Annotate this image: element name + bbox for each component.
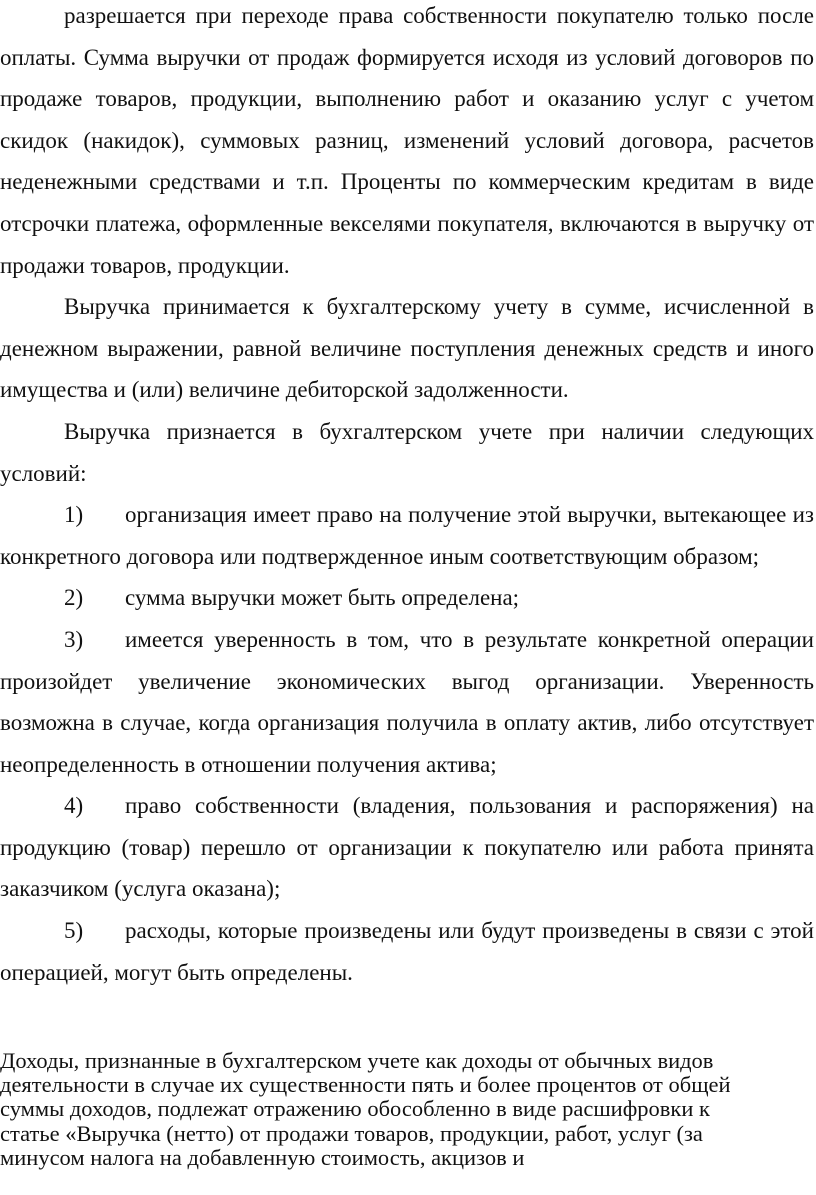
condition-item <box>0 494 814 577</box>
condition-item <box>0 619 814 785</box>
tail-line: Доходы, признанные в бухгалтерском учете как доходы от обычных видов <box>0 1048 714 1073</box>
condition-number: 4) <box>64 793 84 819</box>
condition-number: 3) <box>64 626 84 652</box>
conditions-list <box>0 494 814 993</box>
condition-item <box>0 577 814 619</box>
tail-line: деятельности в случае их существенности пять и более процентов от общей <box>0 1072 731 1098</box>
paragraph-conditions-intro: Выручка признается в бухгалтерском учете при наличии следующих условий: <box>0 418 814 486</box>
condition-number: 2) <box>64 585 84 611</box>
condition-text: имеется уверенность в том, что в результате конкретной операции произойдет увеличение экономических выгод организации. Уверенность возможна в случае, когда организация получила в оплату актив, либо отсутствует неопределенность в отношении получения актива; <box>0 626 814 777</box>
condition-number: 5) <box>64 918 84 944</box>
condition-text: расходы, которые произведены или будут произведены в связи с этой операцией, могут быть определены. <box>0 918 814 985</box>
condition-text: организация имеет право на получение этой выручки, вытекающее из конкретного договора или подтвержденное иным соответствующим образом; <box>0 502 814 569</box>
paragraph-revenue-recognition: разрешается при переходе права собственности покупателю только после оплаты. Сумма выручки от продаж формируется исходя из условий договоров по продаже товаров, продукции, выполнению работ и оказанию услуг с учетом скидок (накидок), суммовых разниц, изменений условий договора, расчетов неденежными средствами и т.п. Проценты по коммерческим кредитам в виде отсрочки платежа, оформленные векселями покупателя, включаются в выручку от продажи товаров, продукции. <box>0 3 814 278</box>
paragraph-income-disclosure <box>0 1049 790 1170</box>
condition-text: сумма выручки может быть определена; <box>125 585 520 611</box>
paragraph-revenue-measurement: Выручка принимается к бухгалтерскому учету в сумме, исчисленной в денежном выражении, равной величине поступления денежных средств и иного имущества и (или) величине дебиторской задолженности. <box>0 294 814 403</box>
tail-line: статье «Выручка (нетто) от продажи товаров, продукции, работ, услуг (за <box>0 1120 703 1146</box>
tail-line: минусом налога на добавленную стоимость, акцизов и <box>0 1144 525 1170</box>
condition-number: 1) <box>64 502 84 528</box>
tail-line: суммы доходов, подлежат отражению обособленно в виде расшифровки к <box>0 1096 710 1122</box>
condition-text: право собственности (владения, пользования и распоряжения) на продукцию (товар) перешло от организации к покупателю или работа принята заказчиком (услуга оказана); <box>0 793 814 902</box>
condition-item <box>0 910 814 993</box>
condition-item <box>0 785 814 910</box>
